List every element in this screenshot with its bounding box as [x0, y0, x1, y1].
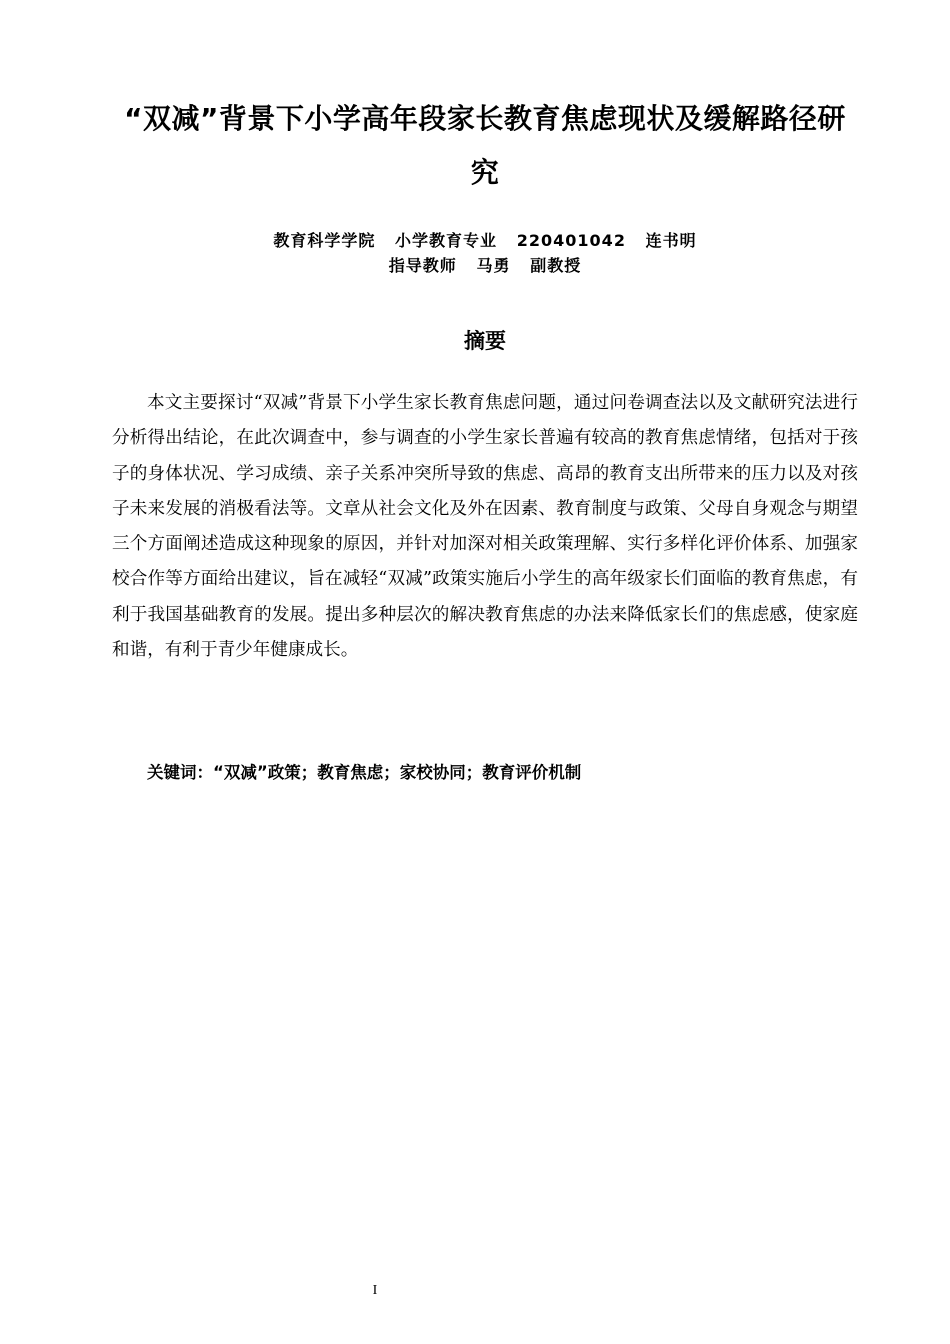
paper-title: “双减”背景下小学高年段家长教育焦虑现状及缓解路径研究: [124, 102, 846, 189]
keywords-line: 关键词：“双减”政策；教育焦虑；家校协同；教育评价机制: [147, 763, 582, 782]
advisor-info: 指导教师 马勇 副教授: [388, 256, 582, 275]
abstract-heading: 摘要: [464, 329, 506, 353]
author-info: 教育科学学院 小学教育专业 220401042 连书明: [273, 231, 697, 250]
page-number: I: [372, 1283, 378, 1298]
abstract-paragraph: 本文主要探讨“双减”背景下小学生家长教育焦虑问题，通过问卷调查法以及文献研究法进行分析得出结论，在此次调查中，参与调查的小学生家长普遍有较高的教育焦虑情绪，包括对于孩子的身体状况、学习成绩、亲子关系冲突所导致的焦虑、高昂的教育支出所带来的压力以及对孩子未来发展的消极看法等。文章从社会文化及外在因素、教育制度与政策、父母自身观念与期望三个方面阐述造成这种现象的原因，并针对加深对相关政策理解、实行多样化评价体系、加强家校合作等方面给出建议，旨在减轻“双减”政策实施后小学生的高年级家长们面临的教育焦虑，有利于我国基础教育的发展。提出多种层次的解决教育焦虑的办法来降低家长们的焦虑感，使家庭和谐，有利于青少年健康成长。: [112, 393, 858, 661]
